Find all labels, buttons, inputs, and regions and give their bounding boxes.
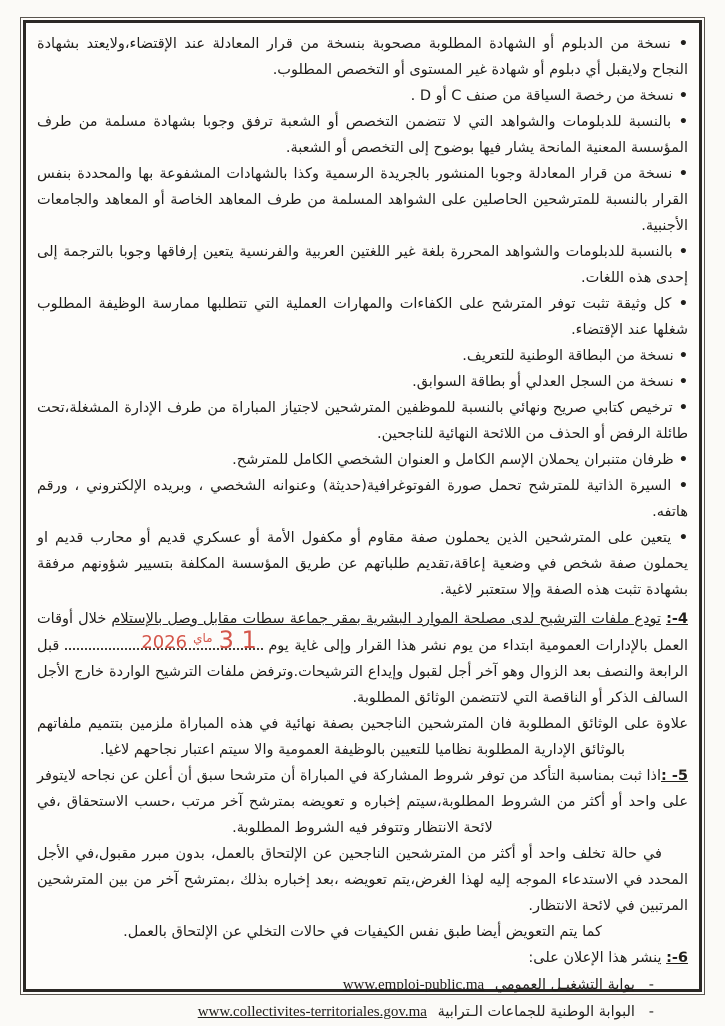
portal-label: البوابة الوطنية للجماعات الـترابية [437,1004,635,1020]
section-6-publication [37,945,688,971]
requirement-item: • نسخة من الدبلوم أو الشهادة المطلوبة مصحوبة بنسخة من قرار المعادلة عند الإقتضاء،ولايعتد بشهادة النجاح ولايقبل أي دبلوم أو شهادة غير المستوى أو التخصص المطلوب. [37,31,688,83]
section-number-4: 4-: [666,611,688,627]
publication-links-list [37,972,688,1026]
document-body [37,31,688,1026]
stamp-year: 2026 [141,632,188,653]
requirement-item: • نسخة من رخصة السياقة من صنف C أو D . [37,83,688,109]
section-6-text: ينشر هذا الإعلان على: [528,950,667,966]
section-4-underlined-lead: تودع ملفات الترشيح لدى مصلحة الموارد البشرية بمقر جماعة سطات مقابل وصل بالإستلام [111,611,661,627]
section-5-replacement [37,763,688,841]
requirement-item: • السيرة الذاتية للمترشح تحمل صورة الفوتوغرافية(حديثة) وعنوانه الشخصي ، وبريده الإلكتروني ، ورقم هاتفه. [37,473,688,525]
requirement-item: • نسخة من السجل العدلي أو بطاقة السوابق. [37,369,688,395]
section-4-submission [37,606,688,711]
publication-link-item [37,999,654,1026]
requirement-item: • كل وثيقة تثبت توفر المترشح على الكفاءات والمهارات العملية التي تتطلبها ممارسة الوظيفة المطلوب شغلها عند الإقتضاء. [37,291,688,343]
stamp-month: ماي [193,631,213,645]
date-dotted-blank [65,626,263,654]
stamp-day: 1 3 [218,626,257,654]
portal-url-collectivites[interactable]: www.collectivites-territoriales.gov.ma [197,1004,427,1020]
requirement-item: • نسخة من البطاقة الوطنية للتعريف. [37,343,688,369]
section-4-tail-text: قبل الرابعة والنصف بعد الزوال وهو آخر أجل لقبول وإيداع الترشيحات.وترفض ملفات الترشيح الواردة خارج الأجل السالف الذكر أو الناقصة التي لاتتضمن الوثائق المطلوبة. [37,638,688,706]
paragraph-default-case: في حالة تخلف واحد أو أكثر من المترشحين الناجحين عن الإلتحاق بالعمل، بدون مبرر مقبول،في الأجل المحدد في الاستدعاء الموجه إليه لهذا الغرض،يتم تعويضه ،بعد إخباره بذلك ،بمترشح آخر من بين المترشحين المرتبين في لائحة الانتظار. [37,846,688,914]
page-border-frame [20,17,705,1020]
requirement-item: • ترخيص كتابي صريح ونهائي بالنسبة للموظفين المترشحين لاجتياز المباراة من طرف الإدارة المشغلة،تحت طائلة الرفض أو الحذف من اللائحة النهائية للناجحين. [37,395,688,447]
requirement-item: • يتعين على المترشحين الذين يحملون صفة مقاوم أو مكفول الأمة أو عسكري قديم أو محارب قديم او يحملون صفة شخص في وضعية إعاقة،تقديم طلباتهم عن طريق المؤسسة المكلفة بتسيير شؤونهم مرفقة بشهادة تثبت هذه الصفة وإلا ستعتبر لاغية. [37,525,688,603]
page-inner-frame [23,20,702,1020]
section-number-5: 5- : [661,768,688,784]
requirement-item: • بالنسبة للدبلومات والشواهد التي لا تتضمن التخصص أو الشعبة ترفق وجوبا بشهادة مسلمة من طرف المؤسسة المعنية المانحة يشار فيها بوضوح إلى التخصص أو الشعبة. [37,109,688,161]
date-stamp [141,628,257,652]
requirement-item: • ظرفان متنبران يحملان الإسم الكامل و العنوان الشخصي الكامل للمترشح. [37,447,688,473]
portal-url-emploi-public[interactable]: www.emploi-public.ma [342,977,485,993]
requirement-item: • بالنسبة للدبلومات والشواهد المحررة بلغة غير اللغتين العربية والفرنسية يتعين إرفاقها وجوبا بالترجمة إلى إحدى هذه اللغات. [37,239,688,291]
paragraph-same-rules: كما يتم التعويض أيضا طبق نفس الكيفيات في حالات التخلي عن الإلتحاق بالعمل. [123,924,602,940]
requirement-item: • نسخة من قرار المعادلة وجوبا المنشور بالجريدة الرسمية وكذا بالشهادات المشفوعة بها والمحددة بنفس القرار بالنسبة للمترشحين الحاصلين على الشواهد المسلمة من طرف المعاهد الخاصة أو المعاهد والجامعات الأجنبية. [37,161,688,239]
publication-link-item [37,972,654,999]
section-number-6: 6-: [666,950,688,966]
section-4-middle-text: خلال أوقات العمل بالإدارات العمومية ابتداء من يوم نشر هذا القرار وإلى غاية يوم [37,611,688,654]
paragraph-file-completion: علاوة على الوثائق المطلوبة فان المترشحين الناجحين بصفة نهائية في هذه المباراة ملزمين بتتميم ملفاتهم بالوثائق الإدارية المطلوبة نظاميا للتعيين بالوظيفة العمومية والا سيتم اعتبار نجاحهم لاغيا. [37,716,688,758]
portal-label: بوابة التشغيـل العمومي [494,977,635,993]
section-5-text: اذا ثبت بمناسبة التأكد من توفر شروط المشاركة في المباراة أن مترشحا سبق أن أعلن عن نجاحه لايتوفر على واحد أو أكثر من الشروط المطلوبة،سيتم إخباره و تعويضه بمترشح آخر مرتب ،حسب الاستحقاق ،في لائحة الانتظار وتتوفر فيه الشروط المطلوبة. [37,768,688,836]
